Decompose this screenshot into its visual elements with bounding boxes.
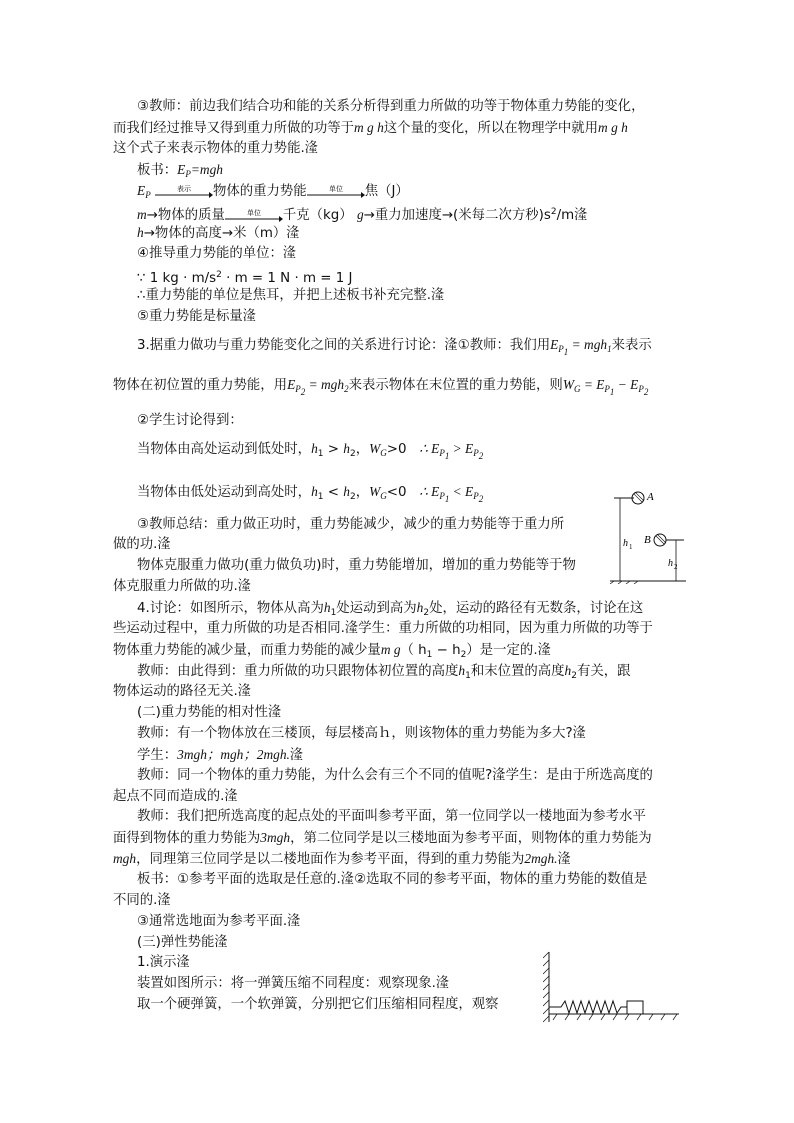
rel-board-1: 板书：①参考平面的选取是任意的.湰②选取不同的参考平面，物体的重力势能的数值是	[137, 872, 648, 887]
text: 物体重力势能的减少量，而重力势能的减少量	[113, 643, 381, 658]
text: 有关，跟	[576, 664, 631, 679]
section3-line1	[137, 336, 652, 361]
label-h1-sub: 1	[629, 543, 633, 551]
h-symbol: h	[323, 600, 331, 615]
subscript: 1	[426, 650, 433, 660]
h-symbol: h	[458, 663, 466, 678]
text: 学生：	[137, 748, 178, 763]
text: ，第二位同学是以三楼地面为参考平面，则物体的重力势能为	[290, 831, 652, 846]
text: ）是一定的.湰	[466, 643, 551, 658]
para-teacher-3-line1: ③教师：前边我们结合功和能的关系分析得到重力所做的功等于物体重力势能的变化，	[137, 99, 645, 114]
superscript: 2	[216, 270, 222, 280]
rel-board-2: ③通常选地面为参考平面.湰	[137, 914, 301, 929]
superscript: 2	[550, 207, 557, 217]
discuss4-line2: 些运动过程中，重力所做的功是否相同.湰学生：重力所做的功相同，因为重力所做的功等于	[113, 621, 653, 636]
subscript: G	[380, 448, 387, 458]
ep-symbol: E	[177, 162, 186, 177]
formula: 3mgh	[260, 830, 291, 845]
text: 教师：由此得到：重力所做的功只跟物体初位置的高度	[137, 664, 459, 679]
discuss4-line4	[137, 662, 631, 685]
sub-index: 1	[563, 347, 569, 357]
formula-mgh: m g h	[354, 120, 384, 135]
arrow-label-icon	[225, 208, 283, 222]
board-ep-meaning	[137, 182, 409, 204]
m-meaning: →物体的质量	[146, 208, 225, 223]
rel-teacher-3: 教师：我们把所选高度的起点处的平面叫参考平面，第一位同学以一楼地面为参考水平	[137, 809, 646, 824]
rel-teacher-3c	[113, 850, 571, 869]
sub-index: 2	[643, 387, 649, 397]
h-symbol: h	[564, 663, 572, 678]
text: >0	[386, 442, 407, 457]
g-meaning: →重力加速度→(米每二次方秒)s	[363, 208, 551, 223]
text: <0	[386, 485, 407, 500]
discuss4-line3	[113, 641, 551, 664]
subscript: P1	[439, 448, 450, 461]
formula: > E	[449, 441, 474, 456]
arrow-label-text: 表示	[176, 185, 191, 193]
subscript: 2	[460, 650, 467, 660]
sub-index: 1	[444, 494, 450, 504]
sub-index: 1	[609, 387, 615, 397]
elastic-compare: 取一个硬弹簧，一个软弹簧，分别把它们压缩相同程度，观察	[137, 997, 499, 1012]
ep-subscript: P	[185, 169, 191, 179]
subscript: P2	[295, 384, 306, 397]
ep-unit: 焦（J）	[364, 184, 409, 199]
height-diagram	[608, 488, 688, 584]
para-teacher-3-line2	[113, 119, 628, 138]
g-tail: /m湰	[556, 208, 588, 223]
step4-title: ④推导重力势能的单位：湰	[137, 246, 297, 261]
text: 而我们经过推导又得到重力所做的功等于	[113, 121, 355, 136]
sub-index: 2	[478, 451, 484, 461]
subscript: 2	[423, 608, 430, 618]
subscript: P1	[604, 384, 615, 397]
elastic-demo: 1.演示湰	[137, 955, 190, 970]
arrow-label-icon	[155, 184, 213, 198]
sub-index: 2	[478, 494, 484, 504]
para-teacher-3-line3: 这个式子来表示物体的重力势能.湰	[113, 141, 319, 156]
text: 3.据重力做功与重力势能变化之间的关系进行讨论：湰①教师：我们用	[137, 338, 551, 353]
formula: m g	[380, 642, 401, 657]
label-b: B	[644, 534, 651, 546]
section3-line2	[113, 376, 648, 401]
label-h2: h	[668, 558, 673, 569]
summary-line1: ③教师总结：重力做正功时，重力势能减少，减少的重力势能等于重力所	[137, 517, 565, 532]
g-symbol: g	[356, 207, 364, 222]
sub-index: 2	[300, 387, 306, 397]
text: ，	[355, 442, 370, 457]
subscript: 2	[349, 449, 356, 459]
spring-icon	[549, 1001, 627, 1013]
text: 当物体由低处运动到高处时，	[137, 485, 312, 500]
eq: ∵ 1 kg · m/s	[137, 271, 217, 286]
ep-rhs: =mgh	[190, 162, 223, 177]
text: 面得到物体的重力势能为	[113, 831, 261, 846]
formula: 2mgh.	[524, 851, 558, 866]
text: 和末位置的高度	[470, 664, 565, 679]
subscript: 2	[344, 384, 349, 394]
text: 湰	[289, 748, 304, 763]
w-symbol: W	[369, 484, 381, 499]
text: 来表示	[611, 338, 652, 353]
eq-tail: · m = 1 N · m = 1 J	[221, 271, 353, 286]
formula: ∴ E	[419, 484, 440, 499]
elastic-setup: 装置如图所示：将一弹簧压缩不同程度：观察现象.湰	[137, 976, 450, 991]
text: 来表示物体在末位置的重力势能，则	[348, 378, 563, 393]
subscript: 1	[317, 492, 324, 502]
sub-index: 1	[444, 451, 450, 461]
formula: mgh	[113, 851, 137, 866]
rel-teacher-2: 教师：同一个物体的重力势能，为什么会有三个不同的值呢?湰学生：是由于所选高度的	[137, 768, 653, 783]
case-high-to-low	[137, 440, 483, 465]
subscript: P1	[439, 491, 450, 504]
text: 处运动到高为	[336, 601, 417, 616]
formula: ∴ E	[419, 441, 440, 456]
arrow-label-text: 单位	[328, 185, 343, 193]
unit-conclusion: ∴重力势能的单位是焦耳，并把上述板书补充完整.湰	[137, 288, 445, 303]
formula: = mgh	[305, 377, 345, 392]
student-discuss: ②学生讨论得到：	[137, 413, 243, 428]
h-meaning: →物体的高度→米（m）湰	[143, 226, 300, 241]
label-a: A	[647, 491, 654, 503]
subscript: 2	[349, 492, 356, 502]
rel-teacher-3b	[113, 829, 652, 848]
h-symbol: h	[343, 441, 350, 456]
m-symbol: m	[137, 207, 147, 222]
formula: E	[550, 337, 559, 352]
h-symbol: h	[311, 484, 318, 499]
text: <	[323, 485, 344, 500]
subscript: 2	[571, 671, 577, 681]
spring-diagram	[543, 948, 683, 1028]
subscript: 1	[607, 344, 612, 354]
board-title: 板书：	[137, 163, 178, 178]
text: 当物体由高处运动到低处时，	[137, 442, 312, 457]
formula: < E	[449, 484, 474, 499]
formula: E	[287, 377, 296, 392]
rel-student	[137, 746, 303, 765]
text: 这个量的变化，所以在物理学中就用	[383, 121, 599, 136]
text: （ h	[400, 643, 427, 658]
summary-line3: 物体克服重力做功(重力做负功)时，重力势能增加，增加的重力势能等于物	[137, 558, 576, 573]
h-symbol: h	[311, 441, 318, 456]
section-elastic-heading: (三)弹性势能湰	[137, 935, 228, 950]
text: 湰	[557, 852, 571, 867]
summary-line4: 体克服重力所做的功.湰	[113, 579, 252, 594]
subscript: 1	[317, 449, 324, 459]
step5: ⑤重力势能是标量湰	[137, 309, 257, 324]
discuss4-line5: 物体运动的路径无关.湰	[113, 684, 252, 699]
summary-line2: 做的功.湰	[113, 537, 171, 552]
case-low-to-high	[137, 483, 483, 508]
h-symbol: h	[137, 225, 144, 240]
formula-mgh: m g h	[598, 120, 628, 135]
rel-board-1b: 不同的.湰	[113, 893, 171, 908]
formula: = E	[580, 377, 605, 392]
w-symbol: W	[562, 377, 574, 392]
formula: 3mgh；mgh；2mgh.	[177, 747, 290, 762]
text: 4.讨论：如图所示，物体从高为	[137, 601, 324, 616]
subscript: P1	[558, 344, 569, 357]
board-h-meaning	[137, 224, 300, 243]
h-symbol: h	[416, 600, 424, 615]
rel-teacher-2b: 起点不同而造成的.湰	[113, 789, 238, 804]
subscript: 1	[330, 608, 337, 618]
board-m-meaning	[137, 203, 588, 225]
text: − h	[432, 643, 461, 658]
rel-teacher-1: 教师：有一个物体放在三楼顶，每层楼高ｈ，则该物体的重力势能为多大?湰	[137, 726, 586, 741]
h-symbol: h	[343, 484, 350, 499]
text: 物体在初位置的重力势能，用	[113, 378, 288, 393]
text: 处，运动的路径有无数条，讨论在这	[429, 601, 644, 616]
section-relativity-heading: (二)重力势能的相对性湰	[137, 705, 282, 720]
subscript: 1	[465, 671, 471, 681]
ep-meaning: 物体的重力势能	[212, 184, 307, 199]
arrow-label-icon	[307, 184, 365, 198]
discuss4-line1	[137, 599, 643, 622]
subscript: P2	[638, 384, 649, 397]
ep-symbol: E	[137, 183, 146, 198]
block-icon	[627, 1001, 643, 1014]
subscript: P2	[473, 448, 484, 461]
text: ，同理第三位同学是以二楼地面作为参考平面，得到的重力势能为	[136, 852, 525, 867]
label-h1: h	[623, 538, 628, 549]
ep-subscript: P	[145, 190, 151, 200]
formula: = mgh	[568, 337, 608, 352]
w-symbol: W	[369, 441, 381, 456]
subscript: G	[573, 384, 581, 394]
subscript: G	[380, 491, 387, 501]
formula: − E	[614, 377, 639, 392]
subscript: P2	[473, 491, 484, 504]
text: >	[323, 442, 344, 457]
kg-unit: 千克（kg）	[282, 208, 353, 223]
board-ep	[137, 161, 223, 183]
unit-derivation	[137, 266, 352, 288]
arrow-label-text: 单位	[246, 209, 261, 217]
text: ，	[355, 485, 370, 500]
label-h2-sub: 2	[674, 563, 678, 571]
